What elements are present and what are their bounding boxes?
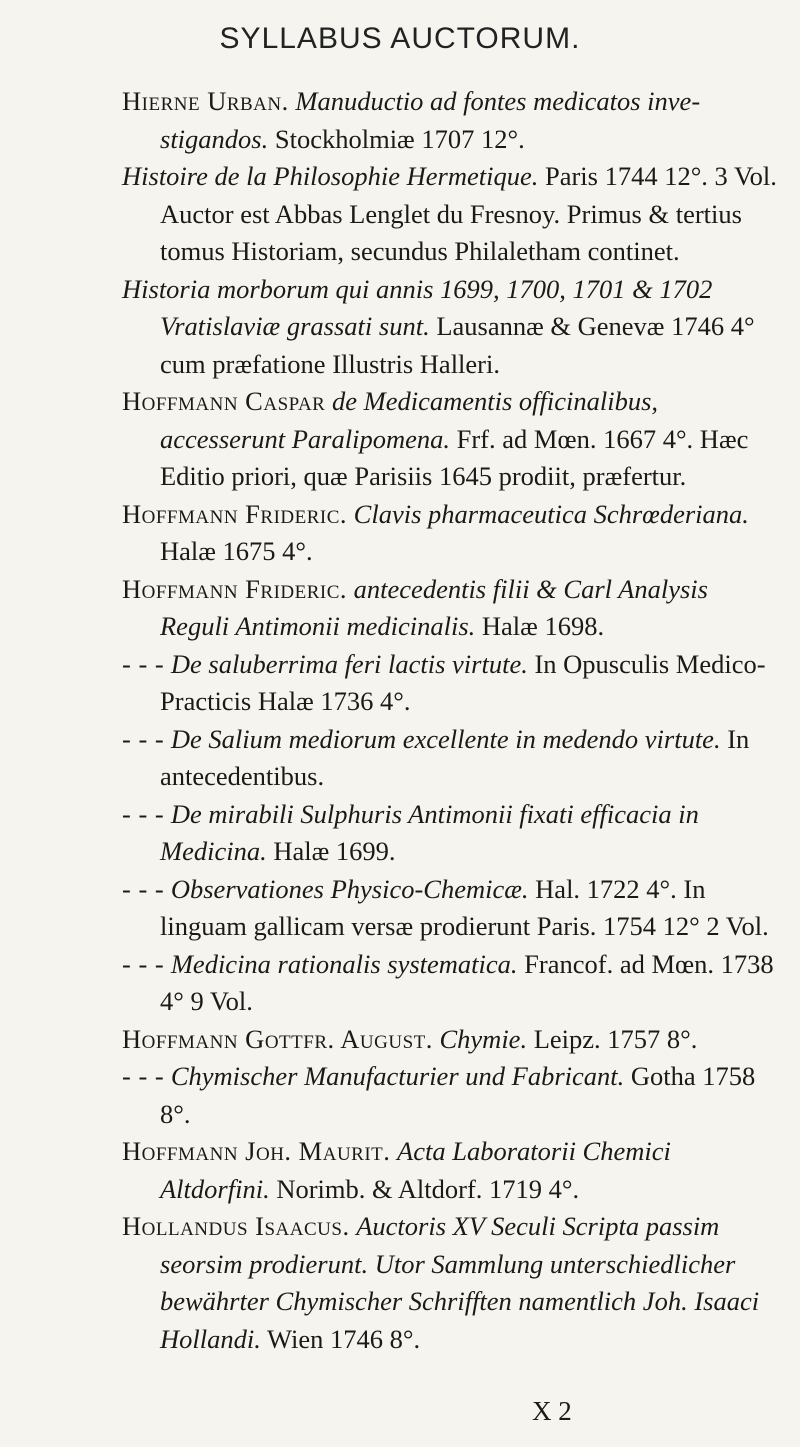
entry-details: Wien 1746 8°. [267,1323,421,1354]
entry-details: Halæ 1675 4°. [160,536,313,566]
entry-details: Gotha 1758 8°. [160,1061,756,1129]
bibliography-entry [122,1021,782,1059]
entry-details: Lausannæ & Genevæ 1746 4° cum præfatione Illustris Halleri. [160,311,755,379]
entry-title: Medicina rationalis systematica. [170,948,518,979]
entry-title: antecedentis filii & Carl Analysis Reguli Antimonii medicinalis. [160,573,708,641]
entry-title: Clavis pharmaceutica Schrœderiana. [353,498,749,529]
entry-author: - - - [122,648,165,679]
running-header: SYLLABUS AUCTORUM. [219,22,581,55]
entry-details: Paris 1744 12°. 3 Vol. Auctor est Abbas Lenglet du Fresnoy. Primus & tertius tomus Historiam, secundus Philaletham continet. [160,161,777,266]
entry-title: Chymischer Manufacturier und Fabricant. [170,1061,625,1091]
bibliography-entry [122,496,782,571]
bibliography-entry [122,383,782,496]
entry-title: Historia morborum qui annis 1699, 1700, 1701 & 1702 Vratislaviæ grassati sunt. [122,273,713,341]
entry-author: - - - [122,723,165,754]
bibliography-entry [122,1058,782,1133]
bibliography-entry [122,796,782,871]
entry-author: - - - [122,873,165,904]
entry-details: Norimb. & Altdorf. 1719 4°. [276,1173,580,1204]
entry-author: - - - [122,948,165,979]
entry-author: Hoffmann Frideric. [122,573,348,604]
bibliography-entry [122,721,782,796]
entry-author: - - - [122,1061,165,1091]
entry-title: Auctoris XV Seculi Scripta passim seorsim prodierunt. Utor Sammlung unterschiedlicher bewährter Chymischer Schrifften namentlich Joh. Isaaci Hollandi. [160,1211,760,1354]
entry-title: De Salium mediorum excellente in medendo virtute. [170,723,721,754]
entry-details: Frf. ad Mœn. 1667 4°. Hæc Editio priori, quæ Parisiis 1645 prodiit, præfertur. [160,423,749,491]
entry-title: Manuductio ad fontes medicatos inve-stigandos. [160,86,701,154]
bibliography-entry [122,83,782,158]
bibliography-entry [122,271,782,384]
entry-author: Hoffmann Caspar [122,386,326,416]
entry-title: De mirabili Sulphuris Antimonii fixati efficacia in Medicina. [160,798,699,866]
entry-details: Halæ 1698. [481,611,605,641]
entry-author: Hollandus Isaacus. [122,1211,350,1241]
entry-author: - - - [122,798,165,829]
bibliography-entry [122,871,782,946]
entry-details: Stockholmiæ 1707 12°. [274,123,525,154]
entry-details: In antecedentibus. [160,723,750,791]
bibliography-list [122,83,782,1358]
entry-title: Chymie. [439,1023,528,1054]
entry-details: Leipz. 1757 8°. [533,1023,698,1054]
entry-author: Hoffmann Frideric. [122,498,348,529]
entry-author: Hoffmann Gottfr. August. [122,1023,433,1054]
bibliography-entry [122,1133,782,1208]
entry-title: Observationes Physico-Chemicæ. [170,873,529,904]
entry-title: de Medicamentis officinalibus, accesserunt Paralipomena. [160,386,659,454]
entry-details: In Opusculis Medico-Practicis Halæ 1736 4°. [160,648,766,716]
bibliography-entry [122,1208,782,1358]
entry-details: Hal. 1722 4°. In linguam gallicam versæ prodierunt Paris. 1754 12° 2 Vol. [160,873,769,941]
entry-details: Francof. ad Mœn. 1738 4° 9 Vol. [160,948,774,1016]
bibliography-entry [122,158,782,271]
signature-mark: X 2 [532,1396,572,1426]
bibliography-entry [122,571,782,646]
entry-title: Histoire de la Philosophie Hermetique. [122,161,539,191]
entry-title: Acta Laboratorii Chemici Altdorfini. [160,1136,671,1204]
entry-author: Hierne Urban. [122,86,289,116]
entry-details: Halæ 1699. [273,836,396,866]
entry-author: Hoffmann Joh. Maurit. [122,1136,391,1166]
bibliography-entry [122,946,782,1021]
entry-title: De saluberrima feri lactis virtute. [170,648,528,679]
bibliography-entry [122,646,782,721]
